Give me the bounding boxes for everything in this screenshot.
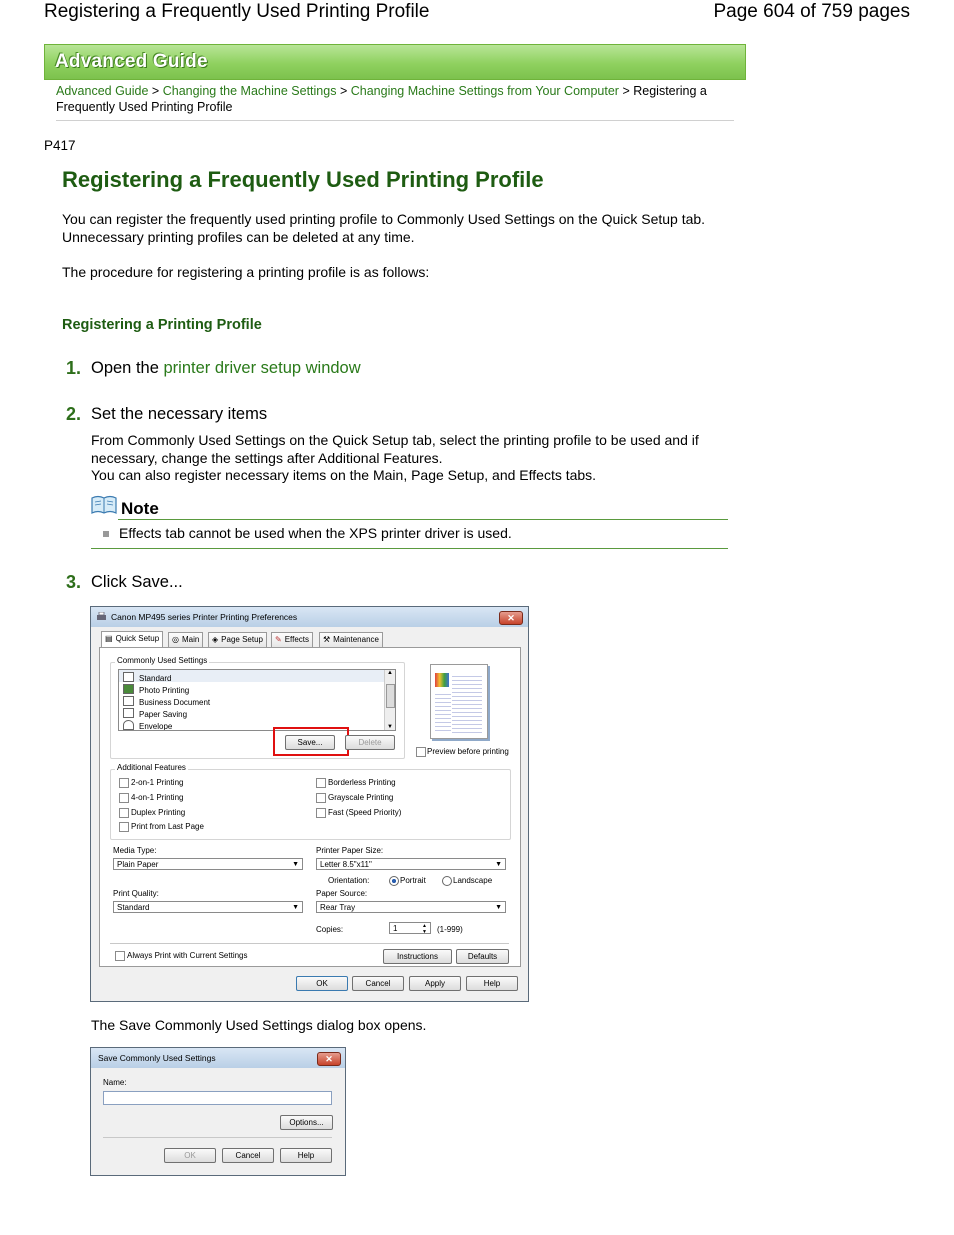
note-bottom-rule (91, 548, 728, 549)
always-print-label: Always Print with Current Settings (127, 951, 248, 960)
paper-source-label: Paper Source: (316, 889, 368, 898)
feature-label: Print from Last Page (131, 822, 204, 831)
apply-button[interactable]: Apply (409, 976, 461, 991)
feature-label: 2-on-1 Printing (131, 778, 184, 787)
dialog-title-bar (91, 1048, 345, 1068)
list-item-label: Envelope (139, 722, 173, 731)
stepper-value: 1 (393, 924, 398, 933)
profile-list[interactable] (118, 669, 396, 731)
chevron-down-icon: ▼ (495, 904, 502, 911)
advanced-guide-banner (44, 44, 746, 80)
breadcrumb-link-from-computer[interactable]: Changing Machine Settings from Your Computer (350, 84, 619, 98)
select-value: Rear Tray (320, 903, 356, 912)
landscape-label: Landscape (453, 876, 493, 885)
intro-line: Unnecessary printing profiles can be deleted at any time. (62, 228, 415, 245)
commonly-used-label: Commonly Used Settings (117, 656, 208, 665)
breadcrumb-separator: > (151, 84, 160, 98)
grayscale-checkbox[interactable] (316, 793, 326, 803)
step-body-line: necessary, change the settings after Additional Features. (91, 449, 443, 466)
orientation-label: Orientation: (328, 876, 370, 885)
page-number: Page 604 of 759 pages (713, 1, 910, 22)
step-body (91, 432, 731, 485)
help-button[interactable]: Help (280, 1148, 332, 1163)
list-item[interactable] (123, 672, 171, 683)
ok-button[interactable]: OK (296, 976, 348, 991)
step-text (91, 359, 361, 378)
additional-features-label: Additional Features (117, 763, 186, 772)
tab-main[interactable]: ◎ Main (168, 632, 203, 647)
save-button[interactable]: Save... (285, 735, 335, 750)
select-value: Plain Paper (117, 860, 159, 869)
chevron-down-icon: ▼ (495, 861, 502, 868)
preview-checkbox[interactable] (416, 747, 426, 757)
breadcrumb-link-changing-machine-settings[interactable]: Changing the Machine Settings (162, 84, 337, 98)
always-print-checkbox[interactable] (115, 951, 125, 961)
media-type-label: Media Type: (113, 846, 157, 855)
breadcrumb (56, 83, 726, 115)
list-item[interactable] (123, 720, 172, 731)
name-input[interactable] (103, 1091, 332, 1105)
printer-driver-setup-link[interactable]: printer driver setup window (163, 359, 361, 377)
list-item-label: Photo Printing (139, 686, 190, 695)
step-label: Open the (91, 359, 164, 377)
close-icon[interactable]: ✕ (317, 1052, 341, 1066)
note-top-rule (118, 519, 728, 520)
breadcrumb-separator: > (622, 84, 630, 98)
note-book-icon (91, 495, 117, 515)
page-header-title: Registering a Frequently Used Printing Profile (44, 1, 430, 22)
step-number: 3. (66, 572, 82, 592)
dialog-opens-text: The Save Commonly Used Settings dialog box opens. (91, 1017, 427, 1033)
paper-size-label: Printer Paper Size: (316, 846, 384, 855)
help-button[interactable]: Help (466, 976, 518, 991)
page-title: Registering a Frequently Used Printing Profile (62, 167, 544, 192)
preview-image (435, 673, 449, 687)
defaults-button[interactable]: Defaults (456, 949, 509, 964)
step-body-line: You can also register necessary items on the Main, Page Setup, and Effects tabs. (91, 467, 597, 483)
panel-divider (110, 943, 509, 944)
list-scrollbar[interactable] (384, 670, 395, 730)
page-preview (430, 664, 488, 739)
tab-label: Page Setup (221, 635, 263, 644)
four-on-one-checkbox[interactable] (119, 793, 129, 803)
envelope-icon (123, 720, 134, 730)
print-last-page-checkbox[interactable] (119, 822, 129, 832)
feature-label: Grayscale Printing (328, 793, 394, 802)
paper-size-select[interactable] (316, 858, 506, 870)
preview-text-lines (452, 673, 482, 733)
step-text: Set the necessary items (91, 405, 268, 423)
select-value: Letter 8.5"x11" (320, 860, 372, 869)
instructions-button[interactable]: Instructions (383, 949, 452, 964)
list-item[interactable] (123, 708, 187, 719)
list-item[interactable] (123, 684, 189, 695)
print-quality-label: Print Quality: (113, 889, 159, 898)
select-value: Standard (117, 903, 150, 912)
intro-paragraph (62, 211, 752, 246)
name-label: Name: (103, 1078, 127, 1087)
breadcrumb-divider (56, 120, 734, 121)
landscape-radio[interactable] (442, 876, 452, 886)
portrait-label: Portrait (400, 876, 426, 885)
paper-source-select[interactable] (316, 901, 506, 913)
dialog-title-bar (91, 607, 528, 627)
cancel-button[interactable]: Cancel (222, 1148, 274, 1163)
feature-label: 4-on-1 Printing (131, 793, 184, 802)
options-button[interactable]: Options... (280, 1115, 333, 1130)
step-number: 1. (66, 358, 82, 378)
duplex-checkbox[interactable] (119, 808, 129, 818)
preview-label: Preview before printing (427, 747, 509, 756)
tab-label: Effects (284, 635, 310, 644)
tab-label: Main (181, 635, 200, 644)
print-quality-select[interactable] (113, 901, 303, 913)
delete-button[interactable]: Delete (345, 735, 395, 750)
portrait-radio[interactable] (389, 876, 399, 886)
list-item[interactable] (123, 696, 210, 707)
close-icon[interactable]: ✕ (499, 611, 523, 625)
tab-quick-setup[interactable]: ▤ Quick Setup (101, 631, 163, 648)
business-document-icon (123, 696, 134, 706)
printer-icon (96, 612, 107, 622)
section-heading: Registering a Printing Profile (62, 317, 262, 333)
chevron-down-icon: ▼ (292, 861, 299, 868)
scroll-up-icon[interactable]: ▲ (387, 670, 393, 676)
ok-button[interactable]: OK (164, 1148, 216, 1163)
document-icon (123, 672, 134, 682)
borderless-checkbox[interactable] (316, 778, 326, 788)
save-settings-dialog (90, 1047, 346, 1176)
breadcrumb-link-advanced-guide[interactable]: Advanced Guide (56, 84, 149, 98)
feature-label: Fast (Speed Priority) (328, 808, 402, 817)
step-number: 2. (66, 404, 82, 424)
dialog-title: Canon MP495 series Printer Printing Preferences (111, 612, 298, 622)
tab-label: Maintenance (333, 635, 379, 644)
media-type-select[interactable] (113, 858, 303, 870)
copies-stepper[interactable] (389, 922, 431, 934)
fast-speed-checkbox[interactable] (316, 808, 326, 818)
tab-maintenance[interactable]: ⚒ Maintenance (319, 632, 383, 647)
breadcrumb-current: Registering a Frequently Used Printing Profile (56, 84, 707, 114)
copies-label: Copies: (316, 925, 344, 934)
list-item-label: Paper Saving (139, 710, 188, 719)
breadcrumb-separator: > (339, 84, 348, 98)
paper-saving-icon (123, 708, 134, 718)
tab-label: Quick Setup (115, 634, 160, 643)
intro-line: You can register the frequently used printing profile to Commonly Used Settings on the Quick Setup tab. (62, 211, 706, 227)
scroll-thumb[interactable] (386, 684, 395, 708)
stepper-arrows-icon[interactable]: ▲ ▼ (422, 923, 427, 935)
cancel-button[interactable]: Cancel (352, 976, 404, 991)
dialog-divider (103, 1137, 332, 1138)
step-body-line: From Commonly Used Settings on the Quick Setup tab, select the printing profile to be used and if (91, 432, 699, 448)
photo-icon (123, 684, 134, 694)
list-item-label: Business Document (139, 698, 211, 707)
list-item-label: Standard (139, 674, 172, 683)
chevron-down-icon: ▼ (292, 904, 299, 911)
scroll-down-icon[interactable]: ▼ (387, 724, 393, 730)
printing-preferences-dialog (90, 606, 529, 1002)
feature-label: Borderless Printing (328, 778, 396, 787)
note-title: Note (121, 499, 159, 518)
feature-label: Duplex Printing (131, 808, 186, 817)
note-item: Effects tab cannot be used when the XPS printer driver is used. (119, 525, 512, 541)
page-code: P417 (44, 138, 76, 153)
tab-effects[interactable]: ✎ Effects (271, 632, 313, 647)
two-on-one-checkbox[interactable] (119, 778, 129, 788)
tab-page-setup[interactable]: ◈ Page Setup (208, 632, 267, 647)
preview-text-lines (435, 691, 451, 733)
note-bullet-icon (103, 531, 109, 537)
banner-label: Advanced Guide (55, 51, 208, 72)
dialog-title: Save Commonly Used Settings (98, 1053, 216, 1063)
step-text: Click Save... (91, 573, 183, 591)
procedure-intro: The procedure for registering a printing profile is as follows: (62, 264, 430, 280)
copies-range: (1-999) (437, 925, 463, 934)
